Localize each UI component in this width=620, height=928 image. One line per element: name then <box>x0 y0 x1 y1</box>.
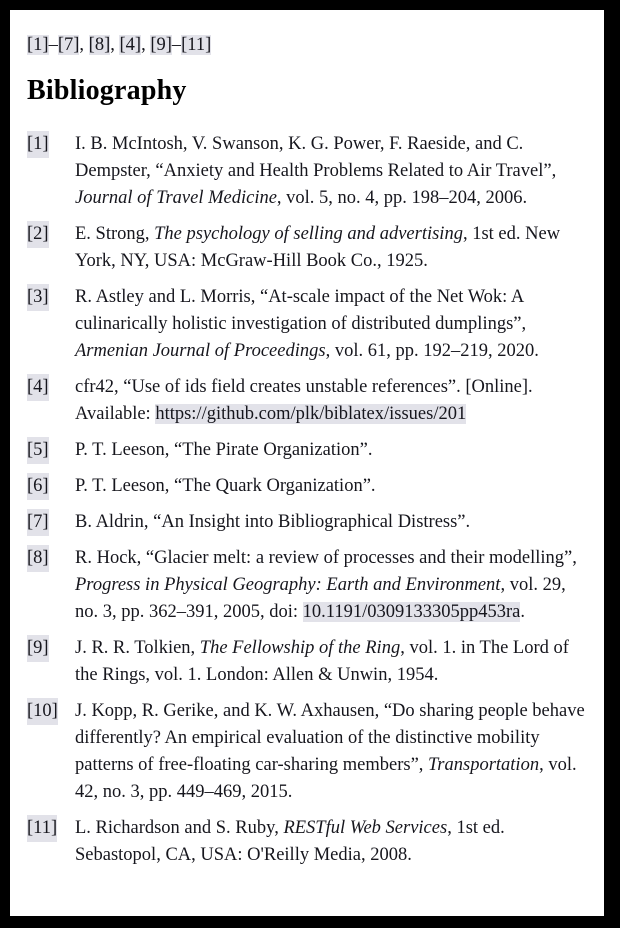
work-title-italic: Transportation <box>428 755 540 775</box>
bibliography-entry <box>27 698 592 806</box>
reference-label[interactable]: [3] <box>27 284 49 311</box>
citation-link[interactable]: [4] <box>119 35 142 55</box>
reference-label[interactable]: [6] <box>27 473 49 500</box>
reference-label-cell <box>27 635 75 689</box>
reference-label[interactable]: [8] <box>27 545 49 572</box>
reference-label-cell <box>27 815 75 869</box>
citation-separator: – <box>48 35 58 55</box>
reference-label-cell <box>27 473 75 500</box>
citation-separator: – <box>171 35 182 55</box>
work-title-italic: RESTful Web Services <box>283 818 448 838</box>
citation-link[interactable]: [11] <box>181 35 212 55</box>
work-title-italic: The psychology of selling and advertising <box>154 224 463 244</box>
document-page <box>10 10 604 916</box>
bibliography-entry <box>27 374 592 428</box>
citation-link[interactable]: [9] <box>150 35 172 55</box>
reference-label-cell <box>27 509 75 536</box>
reference-text <box>75 374 592 428</box>
reference-run: cfr42, “Use of ids field creates unstable references”. [Online]. Available: <box>75 377 533 424</box>
reference-run: J. R. R. Tolkien, <box>75 638 200 658</box>
reference-run: I. B. McIntosh, V. Swanson, K. G. Power, F. Raeside, and C. Dempster, “Anxiety and Health Problems Related to Air Travel”, <box>75 134 557 181</box>
reference-label[interactable]: [7] <box>27 509 49 536</box>
bibliography-entry <box>27 635 592 689</box>
citation-line <box>27 32 592 59</box>
reference-text <box>75 545 592 626</box>
reference-label-cell <box>27 131 75 212</box>
reference-run: P. T. Leeson, “The Pirate Organization”. <box>75 440 373 460</box>
reference-label-cell <box>27 221 75 275</box>
citation-link[interactable]: [8] <box>88 35 111 55</box>
reference-text <box>75 131 592 212</box>
reference-link[interactable]: 10.1191/0309133305pp453ra <box>302 602 521 622</box>
reference-text <box>75 698 592 806</box>
bibliography-entry <box>27 221 592 275</box>
reference-run: R. Astley and L. Morris, “At-scale impact of the Net Wok: A culinarically holistic investigation of distributed dumplings”, <box>75 287 527 334</box>
bibliography-entry <box>27 284 592 365</box>
reference-label-cell <box>27 545 75 626</box>
bibliography-entry <box>27 509 592 536</box>
reference-run: J. Kopp, R. Gerike, and K. W. Axhausen, “Do sharing people behave differently? An empirical evaluation of the distinctive mobility patterns of free-floating car-sharing members”, <box>75 701 585 775</box>
reference-run: , vol. 5, no. 4, pp. 198–204, 2006. <box>276 188 528 208</box>
reference-run: P. T. Leeson, “The Quark Organization”. <box>75 476 376 496</box>
work-title-italic: The Fellowship of the Ring <box>199 638 401 658</box>
reference-run: , 1st ed. New York, NY, USA: McGraw-Hill Book Co., 1925. <box>75 224 561 271</box>
reference-run: L. Richardson and S. Ruby, <box>75 818 284 838</box>
reference-text <box>75 509 592 536</box>
reference-run: , vol. 42, no. 3, pp. 449–469, 2015. <box>75 755 577 802</box>
reference-run: , vol. 29, no. 3, pp. 362–391, 2005, doi: <box>75 575 566 622</box>
reference-label-cell <box>27 698 75 806</box>
reference-label[interactable]: [2] <box>27 221 49 248</box>
work-title-italic: Journal of Travel Medicine <box>75 188 277 208</box>
reference-text <box>75 473 592 500</box>
citation-separator: , <box>79 35 89 55</box>
reference-label[interactable]: [5] <box>27 437 49 464</box>
reference-run: , vol. 1. in The Lord of the Rings, vol. 1. London: Allen & Unwin, 1954. <box>75 638 569 685</box>
reference-run: E. Strong, <box>75 224 155 244</box>
reference-run: R. Hock, “Glacier melt: a review of processes and their modelling”, <box>75 548 577 568</box>
reference-label-cell <box>27 437 75 464</box>
bibliography-entry <box>27 473 592 500</box>
reference-label[interactable]: [11] <box>27 815 57 842</box>
reference-run: B. Aldrin, “An Insight into Bibliographical Distress”. <box>75 512 471 532</box>
reference-label[interactable]: [4] <box>27 374 49 401</box>
citation-separator: , <box>141 35 151 55</box>
reference-label[interactable]: [1] <box>27 131 49 158</box>
bibliography-entry <box>27 545 592 626</box>
bibliography-entry <box>27 815 592 869</box>
page-title: Bibliography <box>27 75 187 106</box>
citation-link[interactable]: [1] <box>27 35 49 55</box>
reference-run: , 1st ed. Sebastopol, CA, USA: O'Reilly Media, 2008. <box>75 818 505 865</box>
reference-label-cell <box>27 374 75 428</box>
reference-link[interactable]: https://github.com/plk/biblatex/issues/201 <box>155 404 467 424</box>
bibliography-entry <box>27 437 592 464</box>
reference-text <box>75 437 592 464</box>
reference-label[interactable]: [10] <box>27 698 58 725</box>
citation-separator: , <box>110 35 120 55</box>
reference-label[interactable]: [9] <box>27 635 49 662</box>
reference-text <box>75 284 592 365</box>
work-title-italic: Armenian Journal of Proceedings <box>75 341 326 361</box>
work-title-italic: Progress in Physical Geography: Earth and Environment <box>75 575 501 595</box>
reference-text <box>75 815 592 869</box>
citation-link[interactable]: [7] <box>57 35 80 55</box>
bibliography-entry <box>27 131 592 212</box>
bibliography-list <box>27 131 592 869</box>
reference-run: , vol. 61, pp. 192–219, 2020. <box>325 341 539 361</box>
reference-text <box>75 221 592 275</box>
reference-text <box>75 635 592 689</box>
reference-run: . <box>520 602 525 622</box>
reference-label-cell <box>27 284 75 365</box>
